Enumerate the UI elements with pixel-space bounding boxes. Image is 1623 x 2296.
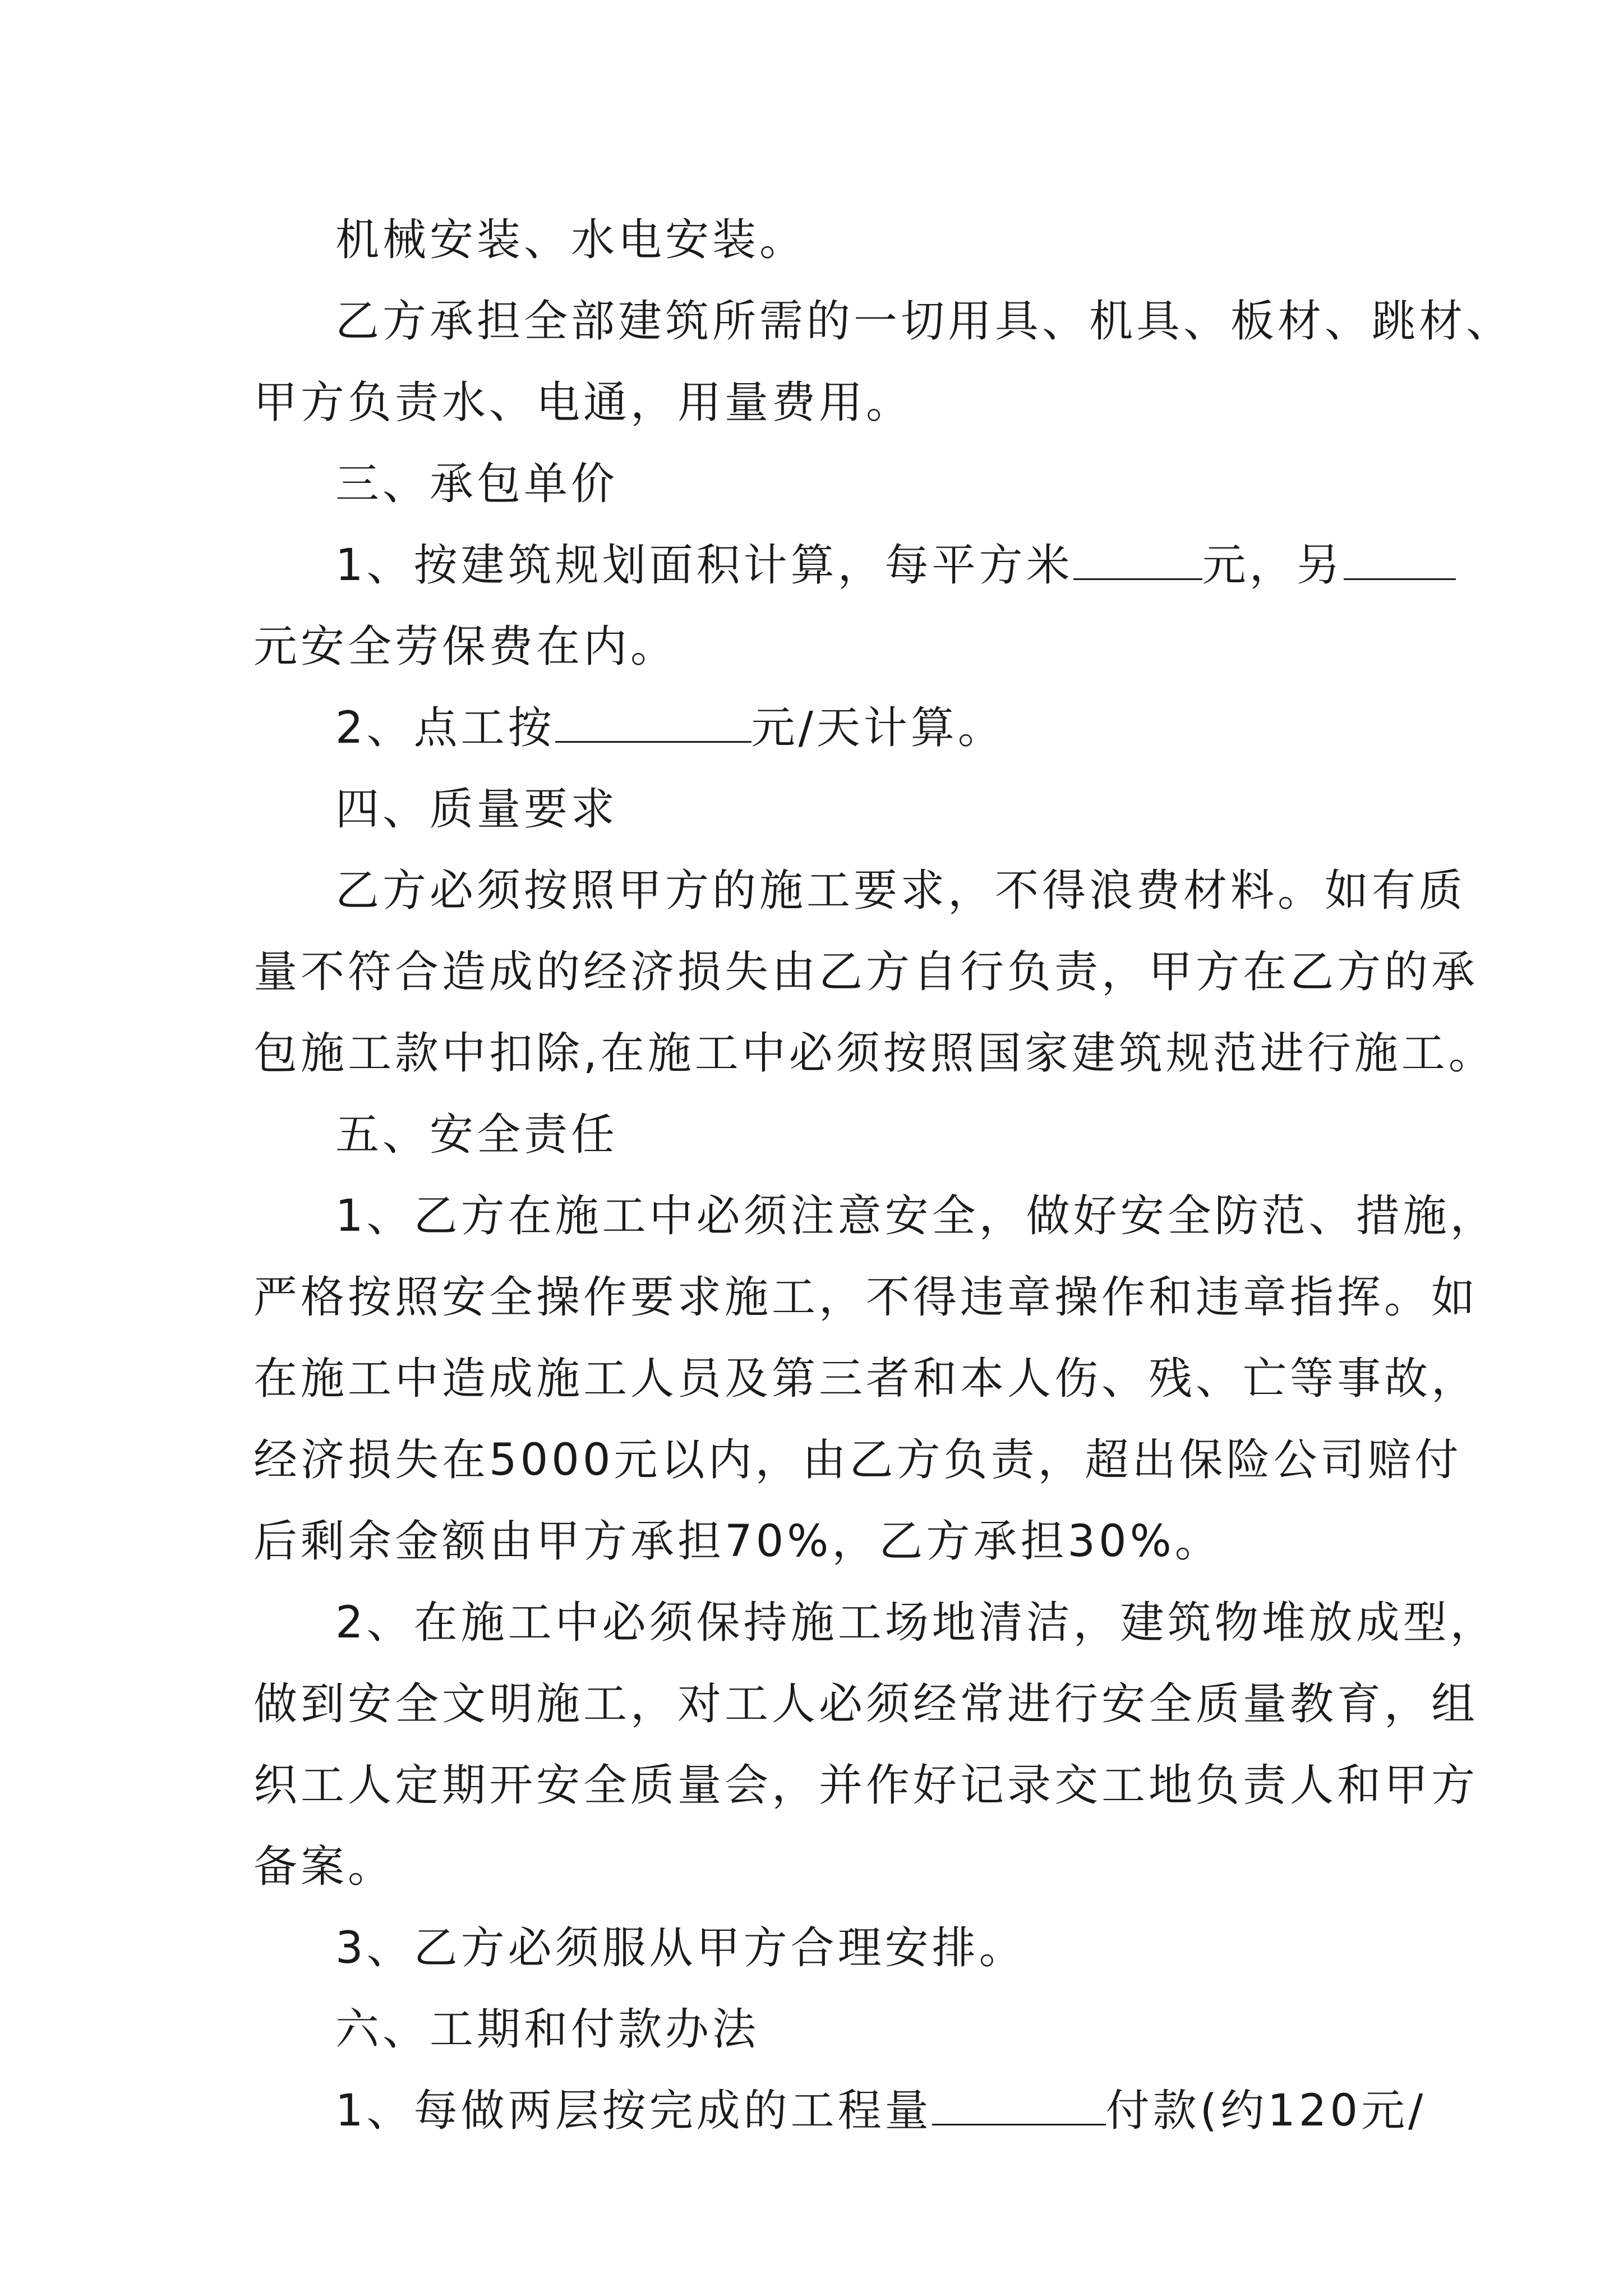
line-text: 1、乙方在施工中必须注意安全，做好安全防范、措施， [335,1191,1497,1241]
paragraph-line [253,525,1381,606]
line-text: 经济损失在5000元以内，由乙方负责，超出保险公司赔付 [253,1435,1462,1485]
paragraph-line [253,200,1381,281]
line-text: 在施工中造成施工人员及第三者和本人伤、残、亡等事故， [253,1354,1479,1404]
paragraph-line [253,606,1381,688]
line-text: 做到安全文明施工，对工人必须经常进行安全质量教育，组 [253,1679,1479,1729]
fill-in-blank [1344,539,1456,580]
heading-text: 三、承包单价 [335,459,619,509]
section-heading [253,444,1381,525]
paragraph-line [253,1420,1462,1501]
paragraph-line [253,1501,1381,1582]
fill-in-blank [555,702,751,743]
document-body [253,200,1514,2152]
paragraph-line [253,362,1381,444]
line-text: 包施工款中扣除,在施工中必须按照国家建筑规范进行施工。 [253,1028,1496,1079]
paragraph-line [253,1664,1479,1745]
heading-text: 四、质量要求 [335,784,619,835]
paragraph-line [253,281,1514,362]
paragraph-line [253,1257,1479,1338]
paragraph-line [253,1908,1381,1989]
line-text: 备案。 [253,1842,395,1892]
line-text: 织工人定期开安全质量会，并作好记录交工地负责人和甲方 [253,1760,1479,1811]
line-text: 1、每做两层按完成的工程量 [335,2086,932,2136]
section-heading [253,1989,1381,2070]
line-text: 1、按建筑规划面积计算，每平方米 [335,540,1073,591]
paragraph-line [253,1176,1497,1257]
line-text: 2、在施工中必须保持施工场地清洁，建筑物堆放成型， [335,1598,1497,1648]
line-text: 元安全劳保费在内。 [253,622,678,672]
line-text: 后剩余金额由甲方承担70%，乙方承担30%。 [253,1516,1222,1567]
line-text: 量不符合造成的经济损失由乙方自行负责，甲方在乙方的承 [253,947,1479,997]
fill-in-blank [932,2085,1106,2125]
section-heading [253,1094,1381,1176]
line-text: 3、乙方必须服从甲方合理安排。 [335,1923,1026,1973]
paragraph-line [253,688,1381,769]
line-text: 严格按照安全操作要求施工，不得违章操作和违章指挥。如 [253,1272,1479,1323]
paragraph-line [253,1013,1496,1094]
line-text: 2、点工按 [335,703,555,753]
paragraph-line [253,1745,1479,1826]
line-text: 付款(约120元/ [1105,2086,1427,2136]
heading-text: 六、工期和付款办法 [335,2004,760,2055]
section-heading [253,769,1381,850]
line-text: 乙方必须按照甲方的施工要求，不得浪费材料。如有质 [335,866,1467,916]
fill-in-blank [1073,539,1202,580]
line-text: 甲方负责水、电通，用量费用。 [253,378,914,428]
paragraph-line [253,1826,1381,1908]
paragraph-line [253,850,1467,932]
heading-text: 五、安全责任 [335,1110,619,1160]
line-text: 乙方承担全部建筑所需的一切用具、机具、板材、跳材、 [335,296,1514,347]
paragraph-line [253,1338,1479,1420]
line-text: 机械安装、水电安装。 [335,215,807,265]
line-text: 元/天计算。 [751,703,1005,753]
paragraph-line [253,1582,1497,1664]
paragraph-line [253,932,1479,1013]
paragraph-line [253,2070,1427,2152]
line-text: 元，另 [1202,540,1344,591]
